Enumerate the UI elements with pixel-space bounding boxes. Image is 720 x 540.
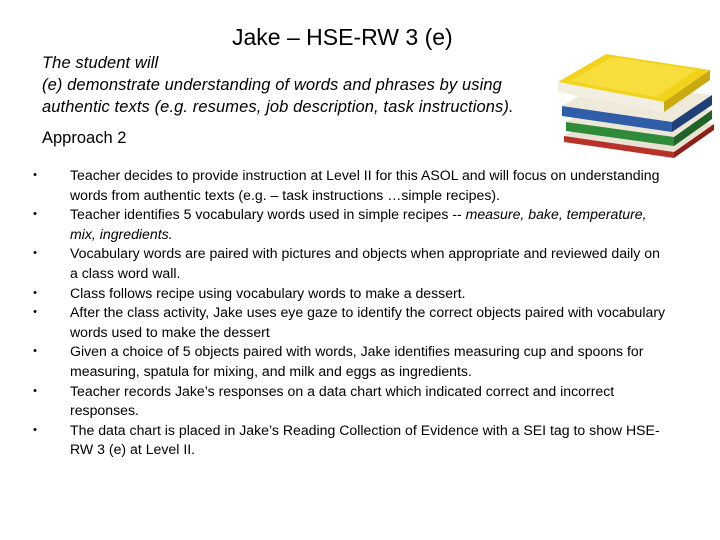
list-item <box>30 244 666 283</box>
list-item <box>30 342 666 381</box>
bullet-text-italic: measure, bake, temperature, mix, ingredients. <box>70 206 647 242</box>
bullet-text: Given a choice of 5 objects paired with words, Jake identifies measuring cup and spoons for measuring, spatula for mixing, and milk and eggs as ingredients. <box>70 343 644 379</box>
bullet-text: Teacher records Jake’s responses on a data chart which indicated correct and incorrect responses. <box>70 382 615 419</box>
bullet-text: After the class activity, Jake uses eye gaze to identify the correct objects paired with vocabulary words used to make the dessert <box>70 304 666 340</box>
bullet-icon: • <box>33 384 37 397</box>
slide-title: Jake – HSE-RW 3 (e) <box>232 24 453 50</box>
list-item <box>30 166 666 205</box>
bullet-icon: • <box>33 423 37 436</box>
bullet-text: Class follows recipe using vocabulary words to make a dessert. <box>70 284 466 301</box>
list-item <box>30 382 666 421</box>
standard-line: authentic texts (e.g. resumes, job description, task instructions). <box>42 98 514 116</box>
bullet-icon: • <box>33 345 37 358</box>
list-item <box>30 303 666 342</box>
standard-line: (e) demonstrate understanding of words and phrases by using <box>42 76 502 94</box>
standard-line: The student will <box>42 54 159 72</box>
bullet-text: Teacher identifies 5 vocabulary words used in simple recipes -- <box>70 206 466 223</box>
bullet-icon: • <box>33 169 37 181</box>
bullet-icon: • <box>33 286 37 299</box>
approach-label: Approach 2 <box>42 129 127 147</box>
list-item <box>30 284 666 304</box>
bullet-text: Teacher decides to provide instruction at Level II for this ASOL and will focus on understanding words from authentic texts (e.g. – task instructions …simple recipes). <box>70 167 660 203</box>
bullet-list <box>30 166 666 460</box>
bullet-icon: • <box>33 247 37 260</box>
list-item <box>30 205 666 244</box>
list-item <box>30 421 666 460</box>
standard-text <box>42 52 572 118</box>
bullet-icon: • <box>33 306 37 319</box>
bullet-text: Vocabulary words are paired with pictures and objects when appropriate and reviewed daily on a class word wall. <box>70 245 660 281</box>
book-stack-icon <box>556 40 716 160</box>
bullet-text: The data chart is placed in Jake’s Reading Collection of Evidence with a SEI tag to show HSE-RW 3 (e) at Level II. <box>70 421 660 458</box>
bullet-icon: • <box>33 208 37 221</box>
